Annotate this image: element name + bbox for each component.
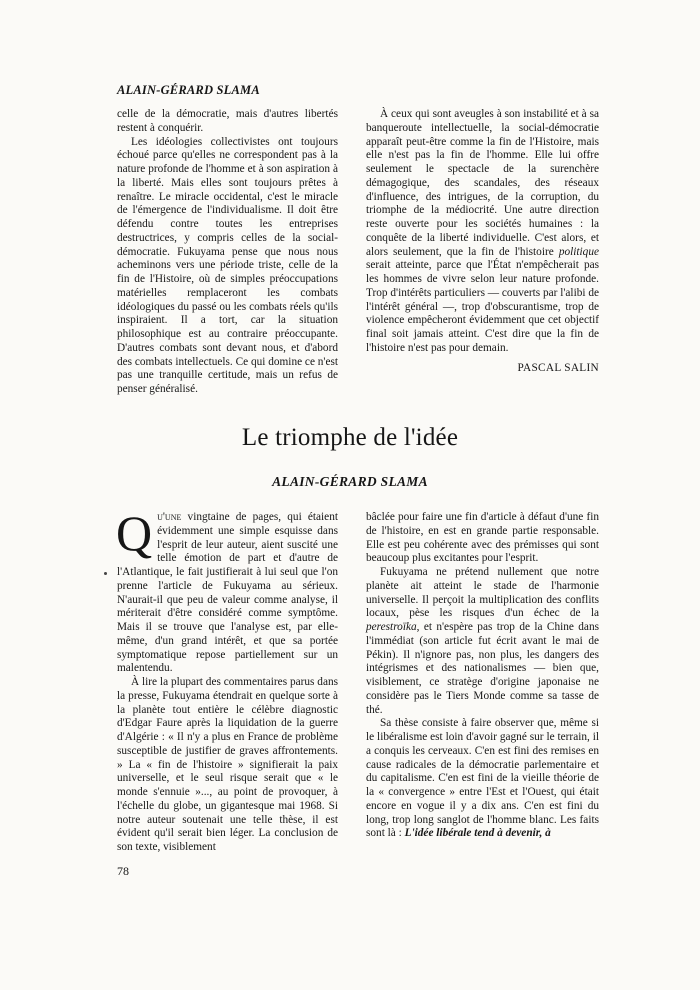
article-author: ALAIN-GÉRARD SLAMA — [272, 474, 428, 489]
margin-mark — [104, 572, 107, 575]
paragraph: À ceux qui sont aveugles à son instabilité et à sa banqueroute intellectuelle, la social-démocratie apparaît peut-être comme la fin de l'Histoire, mais elle n'est pas la fin de l'homme. Elle lui offre seulement le spectacle de la surenchère démagogique, des scandales, des réseaux d'influence, des intrigues, de la corruption, du triomphe de la médiocrité. Une autre direction reste ouverte pour les sociétés humaines : la conquête de la liberté individuelle. C'est alors, et alors seulement, que la fin de l'histoire politique serait atteinte, parce que l'État n'empêcherait pas les hommes de vivre selon leur nature profonde. Trop d'intérêts particuliers — couverts par l'alibi de l'intérêt général —, trop d'obscurantisme, trop de violence empêcheront évidemment que cet objectif final soit jamais atteint. C'est dire que la fin de l'histoire n'est pas pour demain. — [366, 108, 599, 354]
paragraph: Sa thèse consiste à faire observer que, même si le libéralisme est loin d'avoir gagné sur le terrain, il a conquis les cerveaux. C'en est fini des remises en cause radicales de la démocratie parlementaire et du capitalisme. C'en est fini de la vieille théorie de la « convergence » entre l'Est et l'Ouest, qui était encore en vogue il y a dix ans. C'en est fini du long, trop long sanglot de l'homme blanc. Les faits sont là : L'idée libérale tend à devenir, à — [366, 717, 599, 840]
article-column-2 — [366, 511, 599, 841]
article-title: Le triomphe de l'idée — [241, 424, 459, 451]
running-head: ALAIN-GÉRARD SLAMA — [117, 83, 260, 97]
paragraph: Fukuyama ne prétend nullement que notre planète ait atteint le stade de l'harmonie universelle. Il perçoit la multiplication des conflits locaux, pèse les risques d'un échec de la perestroïka, et n'espère pas trop de la Chine dans l'immédiat (son article fut écrit avant le mai de Pékin). Il n'ignore pas, non plus, les dangers des intégrismes et des nationalismes — bien que, visiblement, ce stratège d'origine japonaise ne considère pas le Tiers Monde comme sa tasse de thé. — [366, 566, 599, 716]
emphasis: politique — [558, 245, 599, 258]
emphasis: L'idée libérale tend à devenir, à — [404, 827, 551, 840]
article-column-1 — [116, 505, 338, 855]
drop-cap: Q — [116, 505, 153, 561]
page-number: 78 — [117, 864, 129, 878]
emphasis: perestroïka — [366, 621, 417, 633]
prev-article-column-1 — [117, 108, 338, 397]
paragraph: bâclée pour faire une fin d'article à défaut d'une fin de l'histoire, en est en grande partie responsable. Elle est peu cohérente avec des prémisses qui sont beaucoup plus excitantes pour l'esprit. — [366, 511, 599, 565]
paragraph: Qu'une vingtaine de pages, qui étaient évidemment une simple esquisse dans l'esprit de leur auteur, aient suscité une telle émotion de part et d'autre de l'Atlantique, le fait justifierait à lui seul que l'on prenne l'article de Fukuyama au sérieux. N'aurait-il que peu de valeur comme analyse, il mériterait d'être considéré comme symptôme. Mais il se trouve que l'analyse est, par elle-même, d'un grand intérêt, et que sa portée symptomatique repose partiellement sur un malentendu. — [116, 505, 338, 675]
paragraph: Les idéologies collectivistes ont toujours échoué parce qu'elles ne correspondent pas à la nature profonde de l'homme et à son aspiration à la liberté. Mais elles sont toujours prêtes à renaître. Le miracle occidental, c'est le miracle de l'émergence de l'individualisme. Il doit être défendu contre toutes les entreprises destructrices, y compris celles de la social-démocratie. Fukuyama pense que nous nous acheminons vers une période triste, celle de la fin de l'Histoire, où de simples préoccupations matérielles remplaceront les combats idéologiques du passé ou les combats réels qu'ils inspiraient. Il a tort, car la situation philosophique est au contraire préoccupante. D'autres combats sont devant nous, et d'abord des combats intellectuels. Ce qui domine ce n'est pas une tranquille certitude, mais un refus de penser généralisé. — [117, 135, 339, 395]
paragraph: À lire la plupart des commentaires parus dans la presse, Fukuyama étendrait en quelque sorte à la planète tout entière le célèbre diagnostic d'Edgar Faure après la liquidation de la guerre d'Algérie : « Il n'y a plus en France de problème susceptible de justifier de graves affrontements. » La « fin de l'histoire » signifierait la paix universelle, et le seul risque serait que « le monde s'ennuie »..., au point de provoquer, à l'échelle du globe, un gigantesque mai 1968. Si notre auteur soutenait une telle thèse, il est évident qu'il serait bien léger. La conclusion de son texte, visiblement — [117, 676, 338, 853]
prev-article-column-2 — [366, 108, 599, 375]
signature: PASCAL SALIN — [517, 361, 599, 374]
paragraph: celle de la démocratie, mais d'autres libertés restent à conquérir. — [117, 108, 338, 134]
lead-in: u'une — [157, 511, 182, 523]
